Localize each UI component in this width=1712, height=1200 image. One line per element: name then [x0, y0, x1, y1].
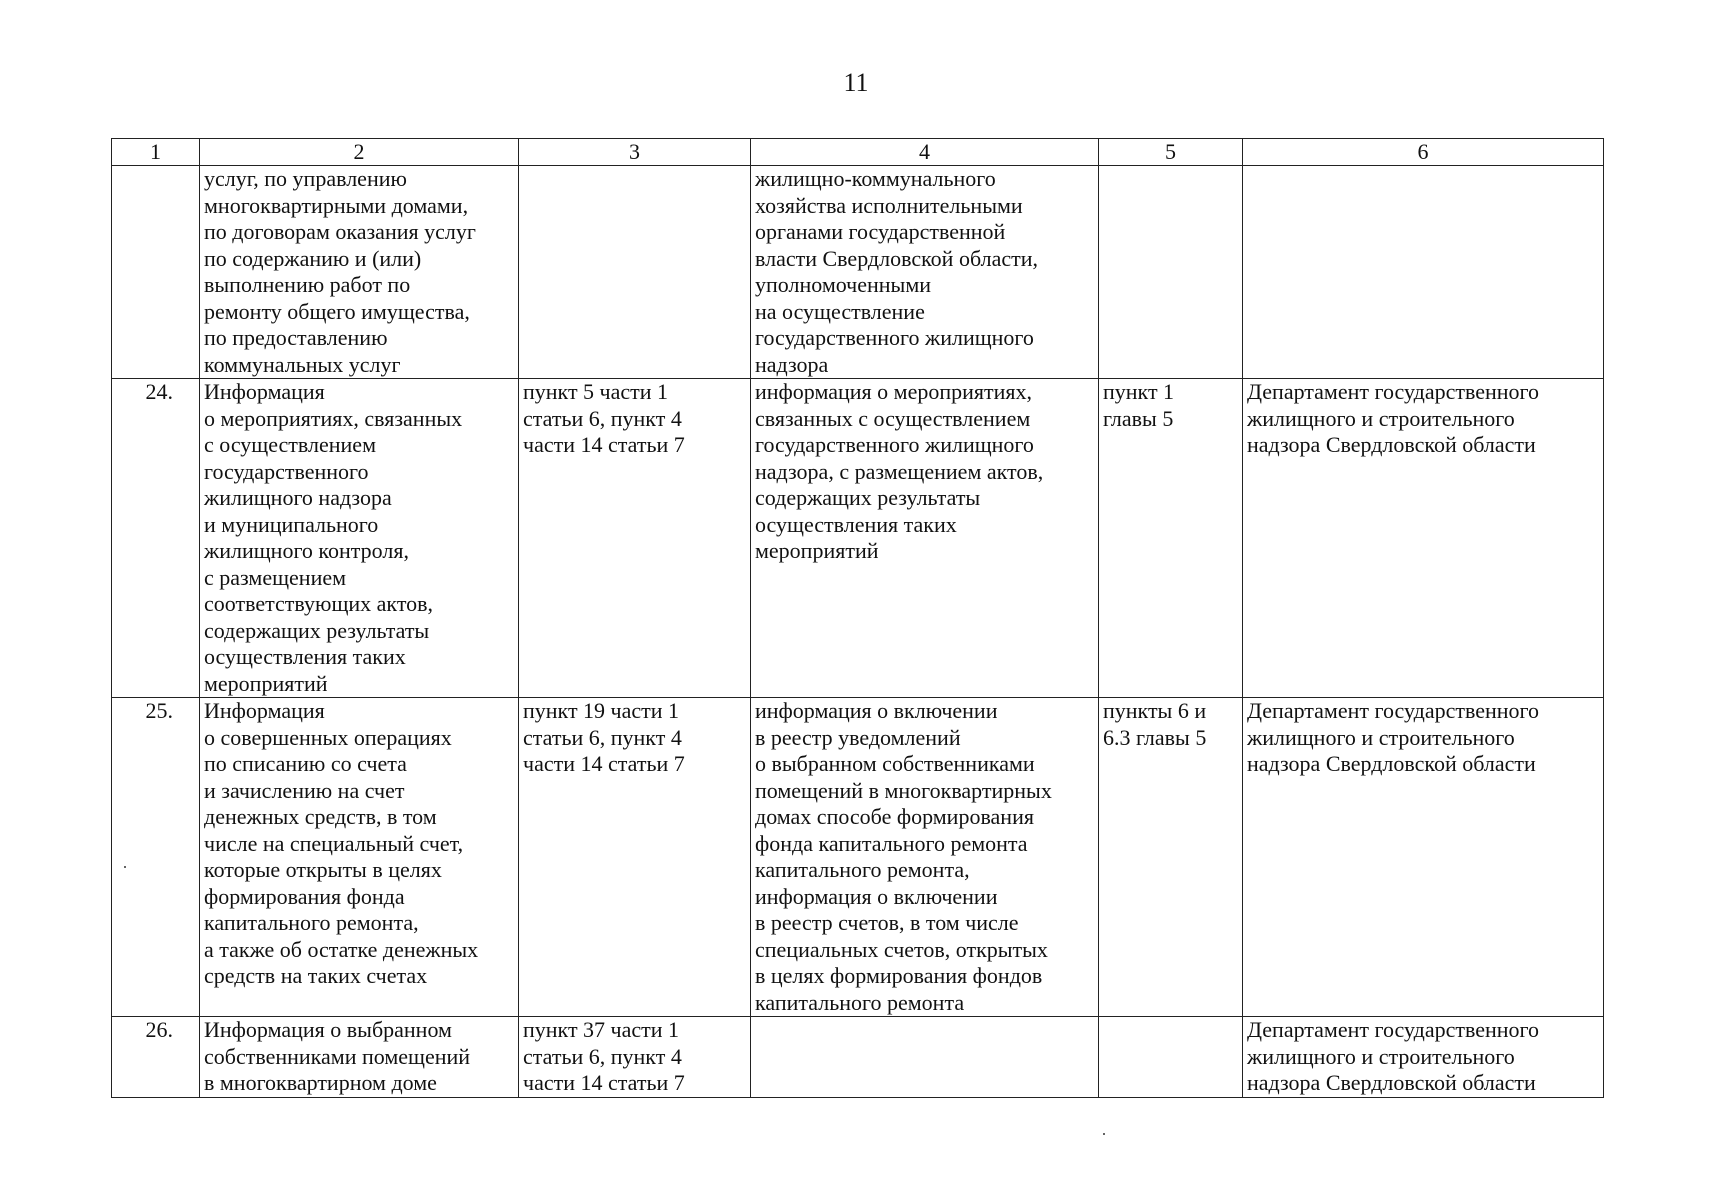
cell-text-line: о выбранном собственниками — [755, 751, 1035, 776]
cell-text-line: в целях формирования фондов — [755, 963, 1043, 988]
cell-text-line: собственниками помещений — [204, 1043, 471, 1069]
cell-text-line: пункты 6 и — [1103, 698, 1207, 723]
cell-text-line: статьи 6, пункт 4 — [523, 1043, 682, 1069]
legal-basis-cell — [519, 1017, 751, 1098]
cell-text-line: услуг, по управлению — [204, 166, 407, 191]
cell-text-line: надзора — [755, 351, 829, 377]
table-row — [112, 379, 1604, 698]
cell-text-line: многоквартирными домами, — [204, 192, 469, 218]
scan-speck — [1103, 1133, 1105, 1135]
row-number-cell — [112, 166, 200, 379]
cell-text-line: статьи 6, пункт 4 — [523, 724, 682, 750]
page-number: 11 — [843, 68, 869, 97]
legal-basis-cell — [519, 698, 751, 1017]
cell-text-line: в реестр уведомлений — [755, 724, 961, 750]
cell-text-line: жилищно-коммунального — [755, 166, 996, 191]
cell-text-line: хозяйства исполнительными — [755, 192, 1023, 218]
cell-text-line: информация о мероприятиях, — [755, 379, 1033, 404]
cell-text-line: средств на таких счетах — [204, 963, 428, 988]
header-col-1: 1 — [112, 139, 200, 166]
table-row — [112, 1017, 1604, 1098]
cell-text-line: фонда капитального ремонта — [755, 830, 1028, 856]
cell-text-line: надзора Свердловской области — [1247, 751, 1536, 776]
cell-text-line: Департамент государственного — [1247, 379, 1540, 404]
cell-text-line: статьи 6, пункт 4 — [523, 405, 682, 431]
responsible-body-cell — [1243, 379, 1604, 698]
cell-text-line: государственного жилищного — [755, 432, 1034, 457]
information-name-cell — [200, 1017, 519, 1098]
header-col-3: 3 — [519, 139, 751, 166]
cell-text-line: помещений в многоквартирных — [755, 777, 1052, 803]
cell-text-line: жилищного контроля, — [204, 538, 409, 563]
cell-text-line: жилищного надзора — [204, 485, 392, 510]
cell-text-line: надзора Свердловской области — [1247, 432, 1536, 457]
cell-text-line: связанных с осуществлением — [755, 405, 1031, 431]
cell-text-line: Информация — [204, 698, 325, 723]
content-description-cell — [751, 166, 1099, 379]
cell-text-line: которые открыты в целях — [204, 857, 442, 882]
header-col-4: 4 — [751, 139, 1099, 166]
legal-basis-cell — [519, 379, 751, 698]
content-description-cell — [751, 1017, 1099, 1098]
cell-text-line: содержащих результаты — [755, 485, 981, 510]
information-name-cell — [200, 166, 519, 379]
cell-text-line: в многоквартирном доме — [204, 1070, 437, 1095]
cell-text-line: пункт 19 части 1 — [523, 698, 680, 723]
information-name-cell — [200, 379, 519, 698]
cell-text-line: Департамент государственного — [1247, 698, 1540, 723]
cell-text-line: капитального ремонта, — [755, 857, 970, 882]
cell-text-line: Департамент государственного — [1247, 1017, 1540, 1042]
cell-text-line: информация о включении — [755, 883, 998, 909]
cell-text-line: с размещением — [204, 564, 347, 590]
cell-text-line: пункт 5 части 1 — [523, 379, 669, 404]
cell-text-line: органами государственной — [755, 219, 1006, 244]
cell-text-line: на осуществление — [755, 298, 925, 324]
section-reference-cell — [1099, 379, 1243, 698]
cell-text-line: специальных счетов, открытых — [755, 936, 1048, 962]
cell-text-line: по предоставлению — [204, 325, 388, 350]
table-row — [112, 698, 1604, 1017]
responsible-body-cell — [1243, 166, 1604, 379]
section-reference-cell — [1099, 1017, 1243, 1098]
cell-text-line: и муниципального — [204, 511, 379, 537]
cell-text-line: жилищного и строительного — [1247, 724, 1515, 750]
row-number-cell: 24. — [112, 379, 200, 698]
cell-text-line: жилищного и строительного — [1247, 405, 1515, 431]
cell-text-line: а также об остатке денежных — [204, 936, 479, 962]
header-col-6: 6 — [1243, 139, 1604, 166]
cell-text-line: соответствующих актов, — [204, 591, 434, 616]
cell-text-line: числе на специальный счет, — [204, 830, 464, 856]
cell-text-line: и зачислению на счет — [204, 777, 405, 803]
cell-text-line: Информация о выбранном — [204, 1017, 452, 1042]
cell-text-line: информация о включении — [755, 698, 998, 723]
cell-text-line: надзора Свердловской области — [1247, 1070, 1536, 1095]
cell-text-line: ремонту общего имущества, — [204, 298, 470, 324]
section-reference-cell — [1099, 698, 1243, 1017]
cell-text-line: о мероприятиях, связанных — [204, 405, 463, 431]
cell-text-line: Информация — [204, 379, 325, 404]
content-description-cell — [751, 379, 1099, 698]
cell-text-line: власти Свердловской области, — [755, 245, 1038, 271]
cell-text-line: по списанию со счета — [204, 751, 407, 776]
cell-text-line: с осуществлением — [204, 432, 376, 457]
cell-text-line: жилищного и строительного — [1247, 1043, 1515, 1069]
regulation-table — [111, 138, 1604, 1098]
cell-text-line: домах способе формирования — [755, 804, 1034, 829]
cell-text-line: содержащих результаты — [204, 617, 430, 643]
cell-text-line: 6.3 главы 5 — [1103, 724, 1207, 750]
table-row — [112, 166, 1604, 379]
cell-text-line: по договорам оказания услуг — [204, 219, 476, 244]
header-col-2: 2 — [200, 139, 519, 166]
cell-text-line: капитального ремонта, — [204, 910, 419, 935]
cell-text-line: по содержанию и (или) — [204, 245, 422, 271]
cell-text-line: осуществления таких — [204, 644, 406, 669]
cell-text-line: коммунальных услуг — [204, 351, 401, 377]
cell-text-line: денежных средств, в том — [204, 804, 437, 829]
cell-text-line: капитального ремонта — [755, 989, 965, 1015]
cell-text-line: части 14 статьи 7 — [523, 1070, 685, 1095]
header-row — [112, 139, 1604, 166]
cell-text-line: выполнению работ по — [204, 272, 411, 297]
responsible-body-cell — [1243, 698, 1604, 1017]
cell-text-line: части 14 статьи 7 — [523, 432, 685, 457]
cell-text-line: государственного жилищного — [755, 325, 1034, 350]
legal-basis-cell — [519, 166, 751, 379]
header-col-5: 5 — [1099, 139, 1243, 166]
content-description-cell — [751, 698, 1099, 1017]
cell-text-line: мероприятий — [755, 538, 879, 563]
cell-text-line: пункт 37 части 1 — [523, 1017, 680, 1042]
cell-text-line: части 14 статьи 7 — [523, 751, 685, 776]
information-name-cell — [200, 698, 519, 1017]
row-number-cell: 26. — [112, 1017, 200, 1098]
row-number-cell: 25. — [112, 698, 200, 1017]
section-reference-cell — [1099, 166, 1243, 379]
cell-text-line: в реестр счетов, в том числе — [755, 910, 1019, 935]
cell-text-line: уполномоченными — [755, 272, 932, 297]
cell-text-line: пункт 1 — [1103, 379, 1175, 404]
cell-text-line: мероприятий — [204, 670, 328, 696]
cell-text-line: надзора, с размещением актов, — [755, 458, 1044, 484]
cell-text-line: государственного — [204, 458, 369, 484]
responsible-body-cell — [1243, 1017, 1604, 1098]
cell-text-line: о совершенных операциях — [204, 724, 452, 750]
scan-speck — [124, 866, 126, 868]
cell-text-line: осуществления таких — [755, 511, 957, 537]
cell-text-line: формирования фонда — [204, 883, 405, 909]
cell-text-line: главы 5 — [1103, 405, 1174, 431]
